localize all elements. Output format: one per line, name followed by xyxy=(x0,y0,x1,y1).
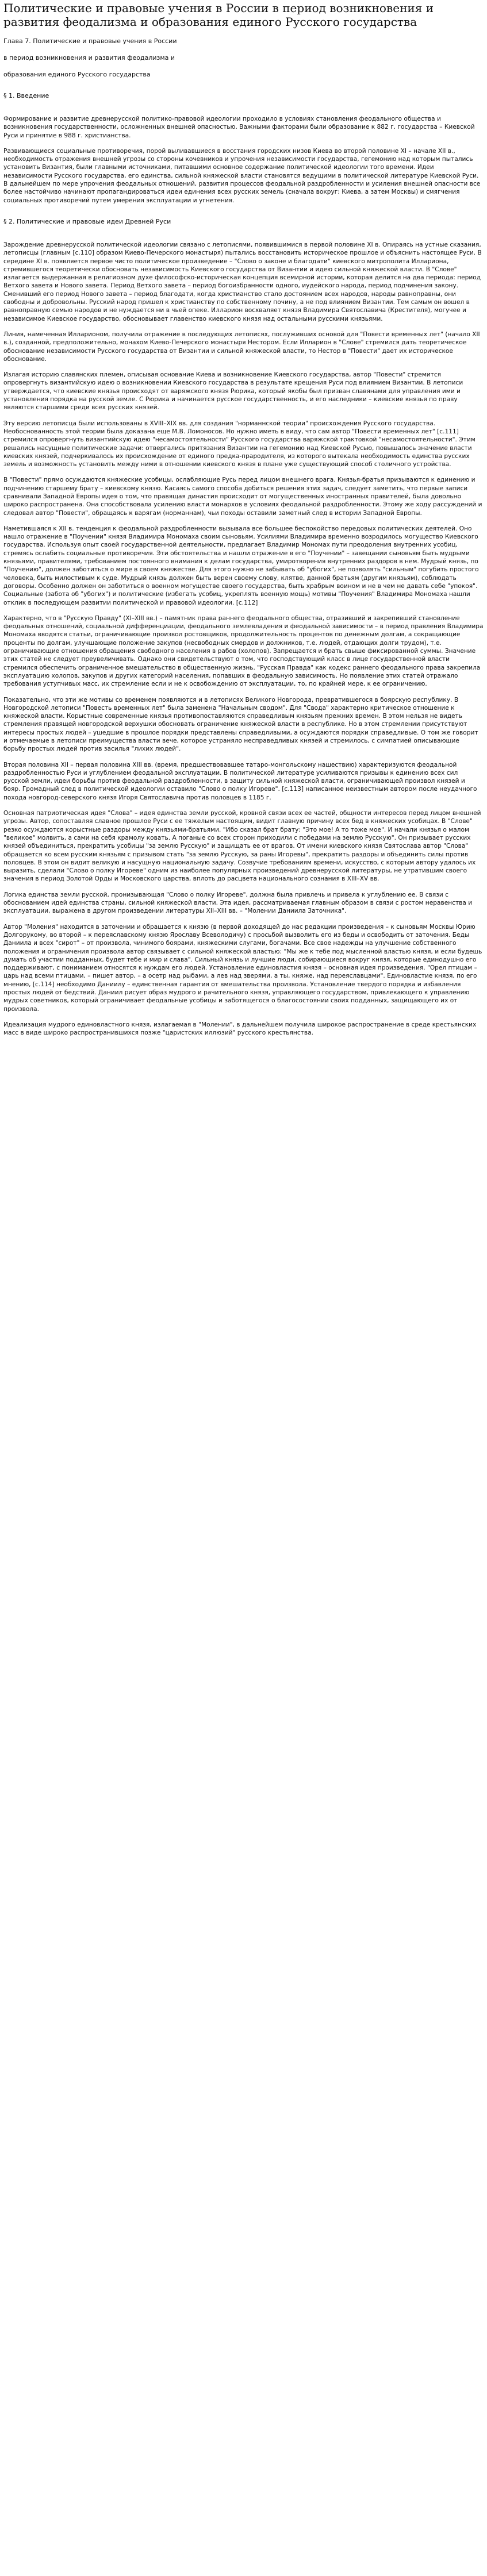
paragraph: Эту версию летописца были использованы в XVIII–XIX вв. для создания "норманнской теории" происхождения Русского государства. Необоснованность этой теории была доказана еще М.В. Ломоносов. Но нужно иметь в виду, что сам автор "Повести временных лет" [с.111] стремился опровергнуть византийскую идею "несамостоятельности" Русского государства варяжской трактовкой "несамостоятельности". Этим решались насущные политические задачи: отвергались притязания Византии на гегемонию над Киевской Русью, повышалось значение власти киевских князей, подчеркивалось их происхождение от единого предка-прародителя, из которого вытекала необходимость единства русских земель и возможность установить между ними в отношении киевского князя в плане уже существующий способ столичного устройства. xyxy=(3,420,476,468)
paragraph: Линия, намеченная Илларионом, получила отражение в последующих летописях, послуживших основой для "Повести временных лет" (начало XII в.), созданной, предположительно, монахом Киево-Печерского монастыря Нестором. Если Илларион в "Слове" стремился дать теоретическое обоснование независимости Русского государства от Византии и сильной княжеской власти, то Нестор в "Повести" дает их историческое обоснование. xyxy=(3,330,480,363)
section-heading: § 2. Политические и правовые идеи Древней Руси xyxy=(3,217,171,225)
chapter-line: образования единого Русского государства xyxy=(3,71,151,78)
page-title: Политические и правовые учения в России в период возникновения и развития феодализма и образования единого Русского государства xyxy=(3,1,434,29)
paragraph: Наметившаяся к XII в. тенденция к феодальной раздробленности вызывала все большее беспокойство передовых политических деятелей. Оно нашло отражение в "Поучении" князя Владимира Мономаха своим сыновьям. Усилиями Владимира временно возродилось могущество Киевского государства. Используя опыт своей государственной деятельности, предлагает Владимир Мономах пути преодоления внутренних усобиц, стремясь ослабить социальные противоречия. Эти обстоятельства и нашли отражение в его "Поучении" – завещании сыновьям быть мудрыми князьями, правителями, требованием постоянного внимания к делам государства, умиротворения внутренних раздоров в нем. Мудрый князь, по "Поучению", должен заботиться о мире в своем княжестве. Для этого нужно не забывать об "убогих", не позволять "сильным" погубить простого человека, быть милостивым к суде. Мудрый князь должен быть верен своему слову, клятве, данной братьям (другим князьям), соблюдать договоры. Особенно должен он заботиться о военном могуществе своего государства, быть храбрым воином и не в чем не давать себе "упокоя". Социальные (заботa об "убогих") и политические (избегать усобиц, укреплять военную мощь) мотивы "Поучения" Владимира Мономаха нашли отклик в последующем развитии политической и правовой идеологии. [с.112] xyxy=(3,525,479,606)
chapter-heading xyxy=(3,37,484,79)
paragraph: В "Повести" прямо осуждаются княжеские усобицы, ослабляющие Русь перед лицом внешнего врага. Князья-братья призываются к единению и подчинению старшему брату – киевскому князю. Касаясь самого способа добиться решения этих задач, следует заметить, что первые записи сравнивали Западной Европы идея о том, что правящая династия происходит от могущественных иностранных правителей, была довольно широко распространена. Она способствовала усилению власти монархов в условиях феодальной раздробленности. Этому же ходу рассуждений и следовал автор "Повести", обращаясь к варягам (норманнам), чьи походы оставили заметный след в истории Западной Европы. xyxy=(3,476,482,517)
article xyxy=(0,0,487,1056)
paragraph: Излагая историю славянских племен, описывая основание Киева и возникновение Киевского государства, автор "Повести" стремится опровергнуть византийскую идею о возникновении Киевского государства в результате крещения Руси под влиянием Византии. В летописи утверждается, что киевские князья происходят от варяжского князя Рюрика, который якобы был призван славянами для управления ими и установления порядка на русской земле. С Рюрика и начинается русское государственность, и его наследники – киевские князья по праву являются старшими среди всех русских князей. xyxy=(3,371,463,412)
section-introduction xyxy=(3,91,484,205)
paragraph: Основная патриотическая идея "Слова" – идея единства земли русской, кровной связи всех ее частей, общности интересов перед лицом внешней угрозы. Автор, сопоставляя славное прошлое Руси с ее тяжелым настоящим, видит главную причину всех бед в княжеских усобицах. В "Слове" резко осуждаются корыстные раздоры между князьями-братьями. "Ибо сказал брат брату: "Это мое! А то тоже мое". И начали князья о малом "великое" молвить, а сами на себя крамолу ковать. А поганые со всех сторон приходили с победами на землю Русскую". Он призывает русских князей объединиться, прекратить усобицы "за землю Русскую" и защищать ее от врагов. От имени киевского князя Святослава автор "Слова" обращается ко всем русским князьям с призывом стать "за землю Русскую, за раны Игоревы", прекратить раздоры и объединить силы против половцев. В этом он видит великую и насущную национальную задачу. Созвучие требованиям времени, искусство, с которым автору удалось их выразить, сделали "Слово о полку Игореве" одним из наиболее популярных произведений древнерусской литературы, не утратившим своего значения в период Золотой Орды и Московского царства, вплоть до расцвета национального сознания в XIII–XV вв. xyxy=(3,810,481,883)
section-political-ideas xyxy=(3,217,484,1037)
paragraph: Автор "Моления" находится в заточении и обращается к князю (в первой доходящей до нас редакции произведения – к сыновьям Москвы Юрию Долгорукому, во второй – к переяславскому князю Ярославу Всеволодичу) с просьбой вызволить его из беды и освободить от заточения. Беды Даниила и всех "сирот" – от произвола, чинимого боярами, княжескими слугами, богачами. Все свое надежды на улучшение собственного положения и ограничения произвола автор связывает с сильной княжеской властью: "Мы же к тебе под мысленной властью князя, и если будешь думать об участии подданных, будет тебе и мир и слава". Сильный князь и лучшие люди, собирающиеся вокруг князя, которые единодушно его поддерживают, с пониманием относятся к нуждам его людей. Установление единовластия князя – основная идея произведения. "Орел птицам – царь над всеми птицами, – пишет автор, – а осетр над рыбами, а лев над зверями, а ты, княже, над переяславцами". Единовластие князя, по его мнению, [с.114] необходимо Даниилу – единственная гарантия от вмешательства произвола. Установление твердого порядка и избавления простых людей от бедствий. Даниил рисует образ мудрого и рачительного князя, управляющего государством, привлекающего к управлению мудрых советников, который ограничивает феодальные усобицы и заботящегося о благосостоянии своих подданных, защищающего их от произвола. xyxy=(3,923,482,1013)
paragraph: Развивающиеся социальные противоречия, порой выливавшиеся в восстания городских низов Киева во второй половине XI – начале XII в., необходимость отражения внешней угрозы со стороны кочевников и упрочения независимости государства, гегемонию над которым пытались установить Византия, были главными источниками, питавшими основное содержание политической идеологии того времени. Идеи независимости Русского государства, его единства, сильной княжеской власти становятся ведущими в политической литературе Киевской Руси. В дальнейшем по мере упрочения феодальных отношений, развития процессов феодальной раздробленности и усиления внешней опасности все более настойчиво начинают пропагандироваться идеи единения всех русских земель (сначала вокруг: Киева, а затем Москвы) и смягчения социальных противоречий путем умерения эксплуатации и угнетения. xyxy=(3,147,481,204)
paragraph: Показательно, что эти же мотивы со временем появляются и в летописях Великого Новгорода, превратившегося в боярскую республику. В Новгородской летописи "Повесть временных лет" была заменена "Начальным сводом". Для "Свода" характерно критическое отношение к княжеской власти. Корыстные современные князья противопоставляются справедливым князьям прежних времен. В этом нельзя не видеть стремления правящей новгородской верхушки обосновать ограничение княжеской власти в республике. Но в этом стремлении присутствуют интересы простых людей – ушедшие в прошлое порядки представлены справедливыми, а осуждаются порядки справедливые. О том же говорит и отмечаемые в летописи преимущества власти вече, которое устраняло несправедливых князей и стремилось, с симпатией описывающие борьбу простых людей против засилья "лихих людей". xyxy=(3,696,478,753)
section-heading: § 1. Введение xyxy=(3,92,49,99)
chapter-line: в период возникновения и развития феодализма и xyxy=(3,54,175,61)
paragraph: Логика единства земли русской, пронизывающая "Слово о полку Игореве", должна была привлечь и привела к углублению ее. В связи с обоснованием идей единства страны, сильной княжеской власти. Эта идея, рассматриваемая главным образом в связи с ростом неравенства и эксплуатации, выражена в другом произведении литературы XII–XIII вв. – "Молении Даниила Заточника". xyxy=(3,891,473,915)
paragraph: Формирование и развитие древнерусской политико-правовой идеологии проходило в условиях становления феодального общества и возникновения государственности, осложненных внешней опасностью. Важными факторами были образование к 882 г. государства – Киевской Руси и принятие в 988 г. христианства. xyxy=(3,116,475,139)
paragraph: Вторая половина XII – первая половина XIII вв. (время, предшествовавшее татаро-монгольскому нашествию) характеризуются феодальной раздробленностью Руси и углублением феодальной эксплуатации. В политической литературе усиливаются призывы к единению всех сил русской земли, идеи борьбы против феодальной раздробленности, в защиту сильной княжеской власти, ограничивающей произвол князей и бояр. Громадный след в политической идеологии оставило "Слово о полку Игореве". [с.113] написанное неизвестным автором после неудачного похода новгород-северского князя Игоря Святославича против половцев в 1185 г. xyxy=(3,761,477,801)
chapter-line: Глава 7. Политические и правовые учения в России xyxy=(3,37,177,45)
paragraph: Идеализация мудрого единовластного князя, излагаемая в "Молении", в дальнейшем получила широкое распространение в среде крестьянских масс в виде широко распространившихся позже "царистских иллюзий" русского крестьянства. xyxy=(3,1021,477,1037)
paragraph: Зарождение древнерусской политической идеологии связано с летописями, появившимися в первой половине XI в. Опираясь на устные сказания, летописцы (главным [с.110] образом Киево-Печерского монастыря) пытались восстановить историческое прошлое и объяснить настоящее Руси. В середине XI в. появляется первое чисто политическое произведение – "Слово о законе и благодати" киевского митрополита Иллариона, стремившегося теоретически обосновать независимость Киевского государства от Византии и идею сильной княжеской власти. В "Слове" излагается выдержанная в религиозном духе философско-историческая концепция всемирной истории, которая делится на два периода: период Ветхого завета и Нового завета. Период Ветхого завета – период богоизбранности одного, иудейского народа, период подчинения закону. Сменивший его период Нового завета – период благодати, когда христианство стало достоянием всех народов, народы равноправны, они свободны и добровольны. Русский народ пришел к христианству по собственному почину, а не под влиянием Византии. Тем самым он вошел в равноправную семью народов и не нуждается ни в чьей опеке. Илларион восхваляет князя Владимира Святославича (Крестителя), могучее и независимое Киевское государство, обосновывает главенство киевского князя над остальными русскими князьями. xyxy=(3,241,482,322)
paragraph: Характерно, что в "Русскую Правду" (XI–XIII вв.) – памятник права раннего феодального общества, отразивший и закрепивший становление феодальных отношений, социальной дифференциации, феодального землевладения и феодальной зависимости – в период правления Владимира Мономаха вводятся статьи, ограничивающие произвол ростовщиков, продолжительность процентов по денежным долгам, а сокращающие проценты по долгам, улучшающие положение закупов (несвободных смердов и должников, т.е. людей, отдающих долги трудом), т.е. ограничивающие отношения обращения свободного населения в рабов (холопов). Запрещается и брать свыше фиксированной суммы. Значение этих статей не следует преувеличивать. Однако они свидетельствуют о том, что господствующий класс в лице государственной власти стремился обеспечить ограниченное вмешательство в общественную жизнь. "Русская Правда" как кодекс раннего феодального права закрепила эксплуатацию холопов, закупов и других категорий населения, попавших в феодальную зависимость. Но появление этих статей отражало требования уступчивых масс, их стремление если и не к освобождению от эксплуатации, то, по крайней мере, к ее ограничению. xyxy=(3,614,484,688)
